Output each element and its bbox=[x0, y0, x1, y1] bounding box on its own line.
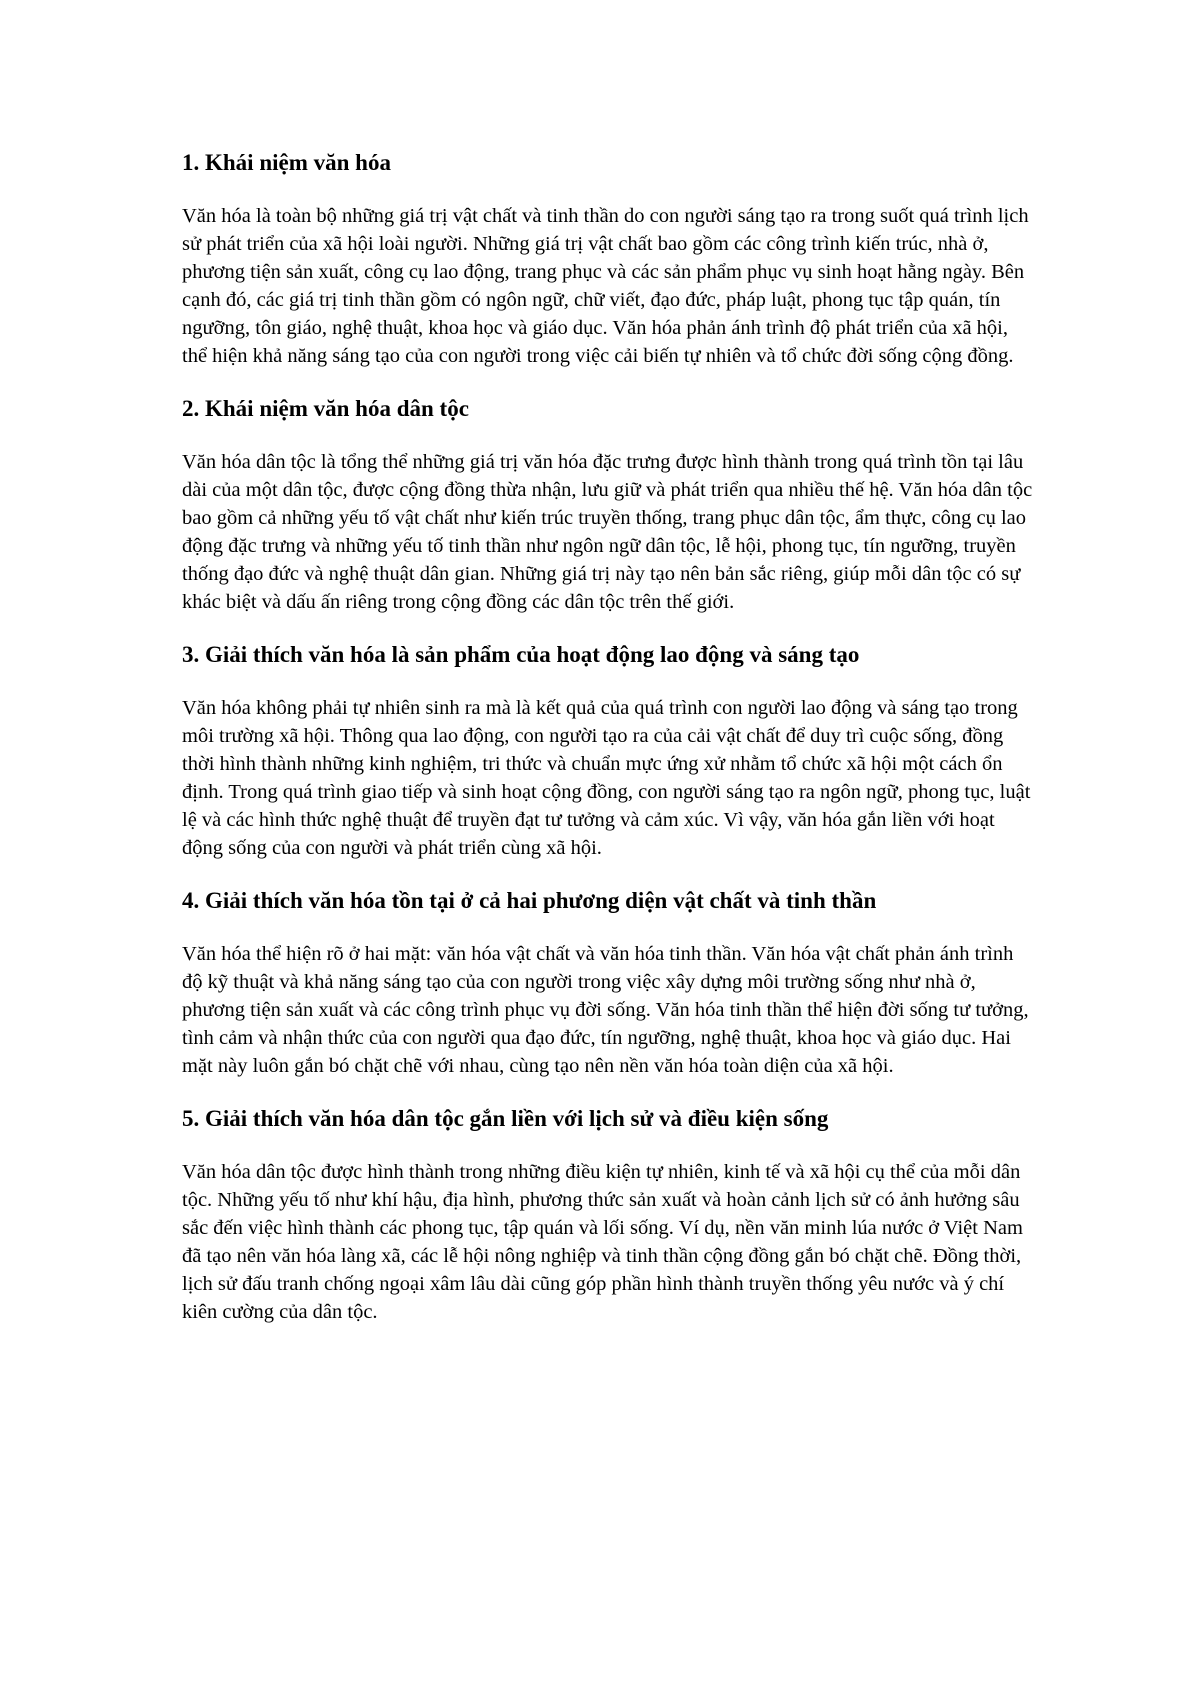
section-heading: 2. Khái niệm văn hóa dân tộc bbox=[182, 396, 469, 421]
section-heading: 4. Giải thích văn hóa tồn tại ở cả hai phương diện vật chất và tinh thần bbox=[182, 888, 877, 913]
section-paragraph: Văn hóa dân tộc là tổng thể những giá trị văn hóa đặc trưng được hình thành trong quá trình tồn tại lâu dài của một dân tộc, được cộng đồng thừa nhận, lưu giữ và phát triển qua nhiều thế hệ. Văn hóa dân tộc bao gồm cả những yếu tố vật chất như kiến trúc truyền thống, trang phục dân tộc, ẩm thực, công cụ lao động đặc trưng và những yếu tố tinh thần như ngôn ngữ dân tộc, lễ hội, phong tục, tín ngưỡng, truyền thống đạo đức và nghệ thuật dân gian. Những giá trị này tạo nên bản sắc riêng, giúp mỗi dân tộc có sự khác biệt và dấu ấn riêng trong cộng đồng các dân tộc trên thế giới. bbox=[182, 451, 1033, 613]
document-page bbox=[182, 148, 1037, 1350]
section-5 bbox=[182, 1104, 1037, 1326]
section-heading: 3. Giải thích văn hóa là sản phẩm của hoạt động lao động và sáng tạo bbox=[182, 642, 860, 667]
section-paragraph: Văn hóa thể hiện rõ ở hai mặt: văn hóa vật chất và văn hóa tinh thần. Văn hóa vật chất phản ánh trình độ kỹ thuật và khả năng sáng tạo của con người trong việc xây dựng môi trường sống như nhà ở, phương tiện sản xuất và các công trình phục vụ đời sống. Văn hóa tinh thần thể hiện đời sống tư tưởng, tình cảm và nhận thức của con người qua đạo đức, tín ngưỡng, nghệ thuật, khoa học và giáo dục. Hai mặt này luôn gắn bó chặt chẽ với nhau, cùng tạo nên nền văn hóa toàn diện của xã hội. bbox=[182, 943, 1029, 1077]
section-paragraph: Văn hóa không phải tự nhiên sinh ra mà là kết quả của quá trình con người lao động và sáng tạo trong môi trường xã hội. Thông qua lao động, con người tạo ra của cải vật chất để duy trì cuộc sống, đồng thời hình thành những kinh nghiệm, tri thức và chuẩn mực ứng xử nhằm tổ chức xã hội một cách ổn định. Trong quá trình giao tiếp và sinh hoạt cộng đồng, con người sáng tạo ra ngôn ngữ, phong tục, luật lệ và các hình thức nghệ thuật để truyền đạt tư tưởng và cảm xúc. Vì vậy, văn hóa gắn liền với hoạt động sống của con người và phát triển cùng xã hội. bbox=[182, 697, 1031, 859]
section-paragraph: Văn hóa dân tộc được hình thành trong những điều kiện tự nhiên, kinh tế và xã hội cụ thể của mỗi dân tộc. Những yếu tố như khí hậu, địa hình, phương thức sản xuất và hoàn cảnh lịch sử có ảnh hưởng sâu sắc đến việc hình thành các phong tục, tập quán và lối sống. Ví dụ, nền văn minh lúa nước ở Việt Nam đã tạo nên văn hóa làng xã, các lễ hội nông nghiệp và tinh thần cộng đồng gắn bó chặt chẽ. Đồng thời, lịch sử đấu tranh chống ngoại xâm lâu dài cũng góp phần hình thành truyền thống yêu nước và ý chí kiên cường của dân tộc. bbox=[182, 1161, 1023, 1323]
section-1 bbox=[182, 148, 1037, 370]
section-3 bbox=[182, 640, 1037, 862]
section-paragraph: Văn hóa là toàn bộ những giá trị vật chất và tinh thần do con người sáng tạo ra trong suốt quá trình lịch sử phát triển của xã hội loài người. Những giá trị vật chất bao gồm các công trình kiến trúc, nhà ở, phương tiện sản xuất, công cụ lao động, trang phục và các sản phẩm phục vụ sinh hoạt hằng ngày. Bên cạnh đó, các giá trị tinh thần gồm có ngôn ngữ, chữ viết, đạo đức, pháp luật, phong tục tập quán, tín ngưỡng, tôn giáo, nghệ thuật, khoa học và giáo dục. Văn hóa phản ánh trình độ phát triển của xã hội, thể hiện khả năng sáng tạo của con người trong việc cải biến tự nhiên và tổ chức đời sống cộng đồng. bbox=[182, 205, 1029, 367]
section-heading: 1. Khái niệm văn hóa bbox=[182, 150, 391, 175]
section-2 bbox=[182, 394, 1037, 616]
section-4 bbox=[182, 886, 1037, 1080]
section-heading: 5. Giải thích văn hóa dân tộc gắn liền với lịch sử và điều kiện sống bbox=[182, 1106, 829, 1131]
